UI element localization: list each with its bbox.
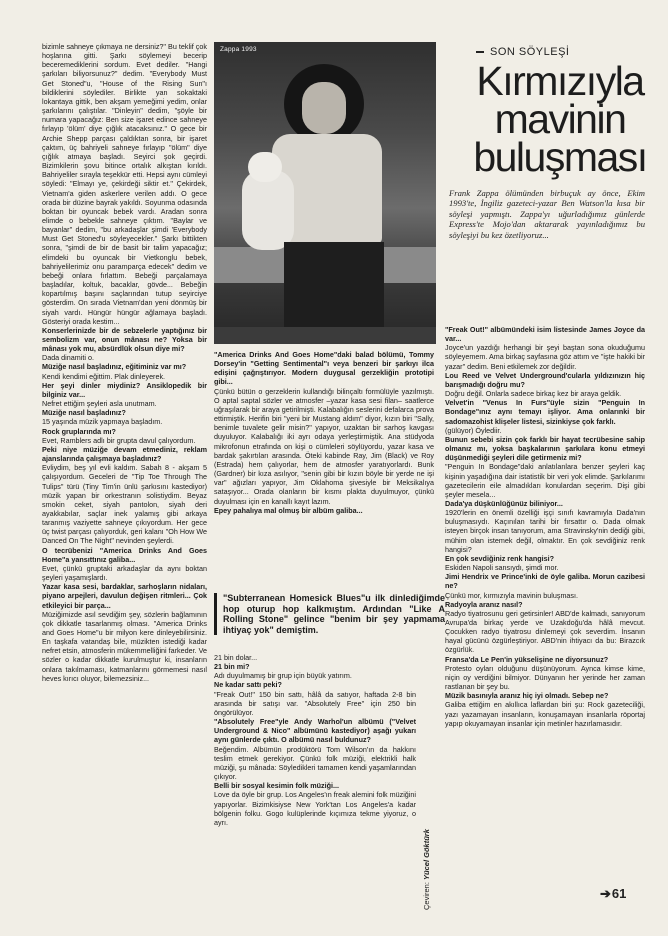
col3-question: Lou Reed ve Velvet Underground'cularla yıldızınızın hiç barışmadığı doğru mu?	[445, 370, 645, 389]
col3-paragraph: "Penguin In Bondage"daki anlatılanlara benzer şeyleri kaç kişinin yaşadığına dair istatistik bir veri yok elimde. Şarkılarımı gazetecilerin eile almadıkları konulardan seçerim. Dişi gibi şeyler mesela...	[445, 462, 645, 499]
col3-question: Radyoyla aranız nasıl?	[445, 599, 523, 609]
col3-paragraph: Çünkü mor, kırmızıyla mavinin buluşması.	[445, 590, 579, 600]
photo-caption: Zappa 1993	[220, 46, 257, 53]
title-line-1: Kırmızıyla	[476, 58, 644, 104]
col3-question: Dada'ya düşkünlüğünüz biliniyor...	[445, 498, 563, 508]
col1-question: Her şeyi dinler miydiniz? Ansiklopedik bir bilginiz var...	[42, 380, 207, 399]
col3-paragraph: Protesto oyları olduğunu düşünüyorum. Aynca kimse kime, niçin oy verdiğini bilmiyor. Dünyanın her yerinde her zaman rastlanan bir şey bu.	[445, 663, 645, 692]
col1-question: Peki niye müziğe devam etmediniz, reklam ajanslarında çalışmaya başladınız?	[42, 444, 207, 464]
text-column-left	[42, 42, 207, 912]
text-column-middle-top	[214, 350, 434, 586]
translator-credit	[422, 829, 431, 910]
page-number	[600, 886, 626, 902]
col3-paragraph: Joyce'un yazdığı herhangi bir şeyi baştan sona okuduğumu söyleyemem. Ama birkaç sayfasına göz attım ve "işte hakiki bir yazar" dedim. Beni etkilemek zor değildir.	[445, 343, 645, 371]
text-column-right	[445, 325, 645, 885]
page-number-text: 61	[611, 886, 627, 901]
article-intro: Frank Zappa ölümünden birbuçuk ay önce, Ekim 1993'te, İngiliz gazeteci-yazar Ben Watson'la kısa bir söyleşi yapmıştı. Zappa'yı uğurladığımız günlerde Express'te Mojo'dan aktararak yayınladığımız bu söyleşiyi bu kez özetliyoruz...	[449, 188, 645, 240]
col3-question: Fransa'da Le Pen'in yükselişine ne diyorsunuz?	[445, 654, 609, 664]
caption-paragraph: Çünkü bütün o gerzeklerin kullandığı bilinçaltı formülüyle yazılmıştı. O aptal saptal sözler ve atmosfer –yazar kasa sesi filan– saatlerce uğraşılarak bir araya getirilmişti. Kalabalığın seslerini defalarca prova ettirmiştik. Herifin biri "yeni bir Mustang aldım" diyor, kızın biri "Sally, benimle tuvalete gelir misin?" yapıyor, uzaktan bir sarhoş kavgası duyuluyor. Kalabalığı iki ayrı odaya yerleştirmiştik. Ana stüdyoda mikrofonun etrafında on kişi o cümleleri söylüyordu, yazar kasa ve bardak şakırtıları arasında. Öteki kabinde Ray, Jim (Black) ve Roy (Estrada) hem çalıyorlar, hem de atmosfer yaratıyorlardı. Bunk (Gardner) bir kıza asılıyor, "senin gibi bir kızın böyle bir yerde ne işi var" ağızları yapıyor, Jim Oklahoma şivesiyle bir Meksikalıya sataşıyor... Orada olanların bir kısmı plakta duyulmuyor, çünkü duyulması için en kanallı kayıt lazım.	[214, 386, 434, 506]
col1-paragraph: Nefret ettiğim şeyleri asla unutmam.	[42, 399, 157, 409]
col3-paragraph: (gülüyor) Öylediir.	[445, 425, 502, 435]
col3-question: "Freak Out!" albümündeki isim listesinde James Joyce da var...	[445, 325, 645, 344]
col1-paragraph: Evet, Ramblers adlı bir grupta davul çalıyordum.	[42, 435, 196, 445]
photo-dog-head	[248, 152, 282, 182]
col3-paragraph: Galiba ettiğim en akıllıca laflardan biri şu: Rock gazeteciliği, yazı yazamayan insanların, konuşamayan insanlarla röportaj yapıp okuyamayan insanlar için metinler hazırlamasıdır.	[445, 700, 645, 728]
photo-figure-legs	[284, 242, 384, 330]
caption-question: Epey pahalıya mal olmuş bir albüm galiba...	[214, 505, 363, 515]
col1-paragraph: Evet, çünkü gruptaki arkadaşlar da aynı boktan şeyleri yaşamışlardı.	[42, 563, 207, 583]
col1-paragraph: 15 yaşında müzik yapmaya başladım.	[42, 417, 163, 427]
col2b-question: "Absolutely Free"yle Andy Warhol'un albümü ("Velvet Underground & Nico" albümünü kastediyor) aşağı yukarı aynı günlerde çıktı. O albümü nasıl buldunuz?	[214, 717, 416, 745]
caption-question: "America Drinks And Goes Home"daki balad bölümü, Tommy Dorsey'in "Getting Sentimental"ı veya benzeri bir şarkıyı ilca edişini çağrıştırıyor. Modern duygusal gerzekliğin prototipi gibi...	[214, 350, 434, 387]
rubric-dash	[476, 51, 484, 53]
col1-question: Yazar kasa sesi, bardaklar, sarhoşların nidaları, piyano arpejleri, davulun değişen ritmleri... Çok etkileyici bir parça...	[42, 582, 207, 610]
photo-dog-body	[242, 170, 294, 250]
col3-question: Jimi Hendrix ve Prince'inki de öyle galiba. Morun cazibesi ne?	[445, 572, 645, 591]
col3-question: Velvet'in "Venus In Furs"üyle sizin "Penguin In Bondage"ınız aynı temayı işliyor. Ama onlarınki bir sadomazohist klişeler listesi, sizinkiyse çok farklı.	[445, 398, 645, 426]
col1-question: Müziğe nasıl başladınız, eğitiminiz var mı?	[42, 362, 187, 372]
col1-question: Rock gruplarında mı?	[42, 426, 116, 436]
title-line-3: buluşması	[473, 134, 647, 180]
text-column-middle-bottom	[214, 653, 416, 915]
col2b-paragraph: 21 bin dolar...	[214, 653, 258, 662]
article-title	[470, 58, 650, 180]
col3-paragraph: Radyo tiyatrosunu geri getirsinler! ABD'de kalmadı, sanıyorum Avrupa'da birkaç yerde ve Uzakdoğu'da hâlâ mevcut. Çocukken radyo tiyatrosu dinlemeyi çok severdim. İnsanın hayal gücünü özgürleştiriyor. ABD'nin ihtiyacı da bu: Birazcık özgürlük.	[445, 608, 645, 655]
col2b-question: Belli bir sosyal kesimin folk müziği...	[214, 781, 340, 791]
col3-question: Bunun sebebi sizin çok farklı bir hayat tecrübesine sahip olmanız mı, yoksa başkalarının şarkılara konu etmeyi düşünmediği şeyleri dile getirmeniz mi?	[445, 434, 645, 463]
title-line-2: mavinin	[494, 96, 626, 142]
col2b-question: 21 bin mi?	[214, 662, 250, 672]
col1-paragraph: Kendi kendimi eğittim. Plak dinleyerek.	[42, 371, 166, 381]
col2b-paragraph: Love da öyle bir grup. Los Angeles'ın freak alemini folk müziğini yapıyorlar. Bizimkisiyse New York'tan Los Angeles'a kadar bölgenin folku. Gogo kulüplerinde kıçımıza tekme yiyoruz, o ayrı.	[214, 790, 416, 827]
photo-figure-face	[302, 82, 346, 134]
section-rubric: SON SÖYLEŞİ	[490, 46, 570, 58]
col3-question: En çok sevdiğiniz renk hangisi?	[445, 553, 555, 563]
col3-question: Müzik basınıyla aranız hiç iyi olmadı. Sebep ne?	[445, 691, 609, 701]
col1-question: O tecrübenizi "America Drinks And Goes Home"a yansıttınız galiba...	[42, 545, 207, 564]
col1-paragraph: bizimle sahneye çıkmaya ne dersiniz?" Bu teklif çok hoşlarına gitti. Şarkı söylemeyi becerip beceremediklerini sordum. Evet dediler. "Hangi şarkıları biliyorsunuz?" dedim. "Everybody Must Get Stoned"u, "House of the Rising Sun"ı bildiklerini söylediler. Birlikte yan sokaktaki lokantaya gittik, ben akşam yemeğimi yedim, onlar şarkılarını çalıştılar. "Dinleyin" dedim, "şöyle bir numara yapacağız: Ben size işaret edince sahneye fırlayıp 'ölüm' diye çığlık atacaksınız." O gece bir Archie Shepp parçası çaldıktan sonra, bir işaret çaktım, üç bahriyeli sahneye fırlayıp "ölüm" diye çığlık atmaya başladı. Seyirci şok geçirdi. Bizimkilerin şovu bitince ortalık alkıştan kırıldı. Bahriyeliler sırayla teşekkür etti. Hepsi aynı cümleyi söyledi: "Elmayı ye, çekirdeği siktir et." Çekirdek, Vietnam'a giden askerlere verilen addı. O gece orada bir düzine bayrak yakıldı. Soyunma odasında boktan bir oyuncak bebek vardı. Aradan sonra elimde o bebekle sahneye çıktım. "Baylar ve bayanlar" dedim, "bu arkadaşlar şimdi 'Everybody Must Get Stoned'u söyleyecekler." Şarkı bittikten sonra, "şimdi de bir de basit bir talim yapacağız; elimdeki bu oyuncak bir Vietkonglu bebek, bahriyelilerimiz onu paramparça edecek" dedim ve bebeği onlara fırlattım. Bebeği parçalamaya başladılar, koltuk, bacaklar, gövde... Bebeğin kopartılmış başını saçlarından tutup seyirciye gösterdim. On sırada Vietnam'dan yeni dönmüş bir siyah vardı. Hüngür hüngür ağlamaya başladı. Gösteriyi orada kestim...	[42, 42, 207, 326]
col1-paragraph: Müziğimizde asıl sevdiğim şey, sözlerin bağlamının çok dikkatle tasarlanmış olması. "America Drinks and Goes Home"u bir milyon kere dinleyebilirsiniz. En taşkafa vatandaş bile, müzikten istediği kadar nefret etsin, atmosferin mükemmelliğini farkeder. Ve sözler o kadar dikkatle kurulmuştur ki, insanların onlara takılmaması, katmanlarını görmemesi nasıl heves kırıcı oluyor, bilemezsiniz...	[42, 609, 207, 683]
pull-quote: "Subterranean Homesick Blues"u ilk dinlediğimde hop oturup hop kalkmıştım. Ardından "Like A Rolling Stone" gelince "benim bir şey yapmama ihtiyaç yok" demiştim.	[214, 593, 445, 635]
col2b-paragraph: Beğendim. Albümün prodüktörü Tom Wilson'ın da hakkını teslim etmek gerekiyor. Çünkü folk müziği, elektrikli halk müziği, şu mânada: Söyledikleri tamamen kendi yaşamlarından çıkıyor.	[214, 744, 416, 782]
credit-name: Yücel Göktürk	[422, 829, 431, 880]
col1-paragraph: Evliydim, beş yıl evli kaldım. Sabah 8 - akşam 5 çalışıyordum. Geceleri de "Tip Toe Through The Tulips" türü (Tiny Tim'in ünlü şarkısını kastediyor) müzik yapan bir orkestranın solistiydim. Beyaz smokin ceket, siyah pantolon, siyah deri ayakkabılar, saçlar inek yalamış gibi arkaya taranmış vaziyette sahneye çıkıyordum. Her gece üç twist parçası çalıyorduk, geri kalanı "Oh How We Danced On The Night" nevinden şeylerdi.	[42, 463, 207, 546]
col3-paragraph: 1920'lerin en önemli özelliği işçi sınıfı kavramıyla Dada'nın buluşmasıydı. Kaçınılan tarihi bir fırsattır o. Dada olmak isteyen birçok insan tanıyorum, ama Stravinsky'nin dediği gibi, mühim olan istemek değil, olmaktır. En çok sevdiğiniz renk hangisi?	[445, 508, 645, 554]
arrow-icon: ➔	[600, 886, 611, 901]
col1-question: Müziğe nasıl başladınız?	[42, 408, 126, 418]
col1-question: Konserlerinizde bir de sebzelerle yaptığınız bir sembolizm var, onun mânası ne? Yoksa bir mânası yok mu, absürdlük olsun diye mi?	[42, 325, 207, 354]
col2b-paragraph: "Freak Out!" 150 bin sattı, hâlâ da satıyor, haftada 2-8 bin arasında bir satışı var. "Absolutely Free" için 250 bin öngörülüyor.	[214, 689, 416, 717]
zappa-photo	[214, 42, 436, 344]
col3-paragraph: Eskiden Napoli sansıydı, şimdi mor.	[445, 563, 559, 573]
col1-paragraph: Dada dinamiti o.	[42, 353, 94, 363]
col3-paragraph: Doğru değil. Onlarla sadece birkaç kez bir araya geldik.	[445, 389, 622, 399]
col2b-question: Ne kadar sattı peki?	[214, 680, 282, 690]
photo-ground	[214, 327, 436, 344]
credit-label: Çeviren:	[422, 882, 431, 910]
col2b-paragraph: Adı duyulmamış bir grup için büyük yatırım.	[214, 671, 352, 681]
